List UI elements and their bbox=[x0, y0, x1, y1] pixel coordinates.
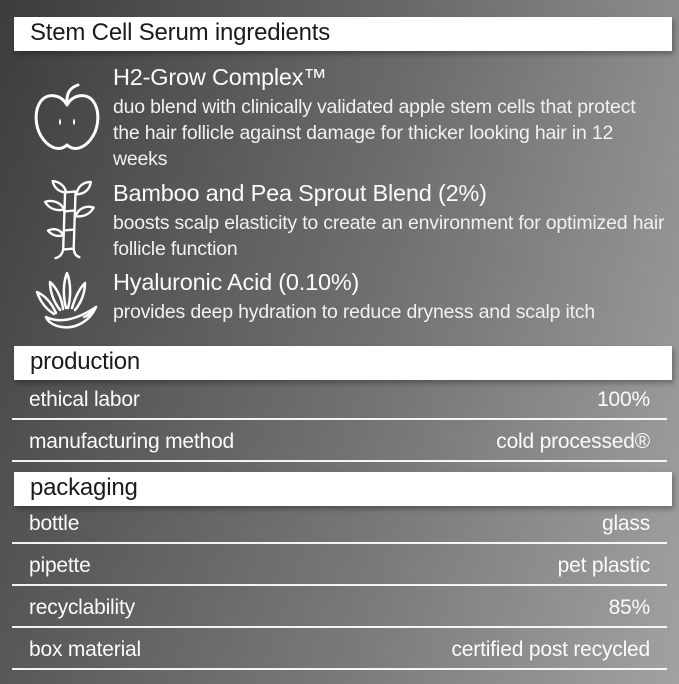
ingredient-name: H2-Grow Complex™ bbox=[113, 64, 327, 90]
ingredient-icon-wrap bbox=[20, 178, 113, 262]
spec-value: cold processed® bbox=[496, 430, 650, 453]
spec-label: manufacturing method bbox=[29, 430, 234, 453]
ingredient-icon-wrap bbox=[20, 267, 113, 330]
ingredient-item-hyaluronic bbox=[0, 267, 679, 330]
section-title: production bbox=[30, 348, 141, 375]
page-title: Stem Cell Serum ingredients bbox=[30, 19, 331, 46]
spec-row-ethical-labor bbox=[12, 380, 667, 420]
ingredient-text bbox=[113, 62, 679, 172]
aloe-icon bbox=[35, 270, 99, 330]
ingredient-description: provides deep hydration to reduce dryness and scalp itch bbox=[113, 301, 596, 323]
bamboo-icon bbox=[38, 180, 96, 260]
packaging-rows bbox=[0, 506, 679, 670]
ingredient-icon-wrap bbox=[20, 62, 113, 172]
ingredient-text bbox=[113, 178, 679, 262]
spec-label: bottle bbox=[29, 512, 80, 535]
spec-value: certified post recycled bbox=[451, 638, 650, 661]
spec-label: box material bbox=[29, 638, 141, 661]
spec-value: glass bbox=[601, 512, 650, 535]
section-title-bar-packaging bbox=[14, 472, 672, 506]
ingredient-item-h2-grow bbox=[0, 62, 679, 172]
ingredient-name: Hyaluronic Acid (0.10%) bbox=[113, 269, 360, 295]
spec-label: pipette bbox=[29, 554, 91, 577]
spec-row-bottle bbox=[12, 506, 667, 544]
spec-row-recyclability bbox=[12, 586, 667, 628]
section-title: packaging bbox=[30, 474, 138, 501]
ingredient-name: Bamboo and Pea Sprout Blend (2%) bbox=[113, 180, 487, 206]
apple-icon bbox=[33, 82, 101, 158]
page-title-bar bbox=[14, 17, 672, 51]
spec-label: recyclability bbox=[29, 596, 135, 619]
spec-value: pet plastic bbox=[557, 554, 650, 577]
ingredient-item-bamboo-pea bbox=[0, 178, 679, 262]
spec-value: 85% bbox=[608, 596, 650, 619]
ingredients-list bbox=[0, 62, 679, 330]
section-title-bar-production bbox=[14, 346, 672, 380]
spec-row-manufacturing-method bbox=[12, 420, 667, 462]
ingredient-description: duo blend with clinically validated apple stem cells that protect the hair follicle against damage for thicker looking hair in 12 weeks bbox=[113, 96, 636, 170]
spec-value: 100% bbox=[597, 388, 650, 411]
production-rows bbox=[0, 380, 679, 462]
ingredient-description: boosts scalp elasticity to create an environment for optimized hair follicle function bbox=[113, 212, 665, 260]
spec-row-box-material bbox=[12, 628, 667, 670]
spec-row-pipette bbox=[12, 544, 667, 586]
spec-label: ethical labor bbox=[29, 388, 140, 411]
ingredient-text bbox=[113, 267, 679, 330]
